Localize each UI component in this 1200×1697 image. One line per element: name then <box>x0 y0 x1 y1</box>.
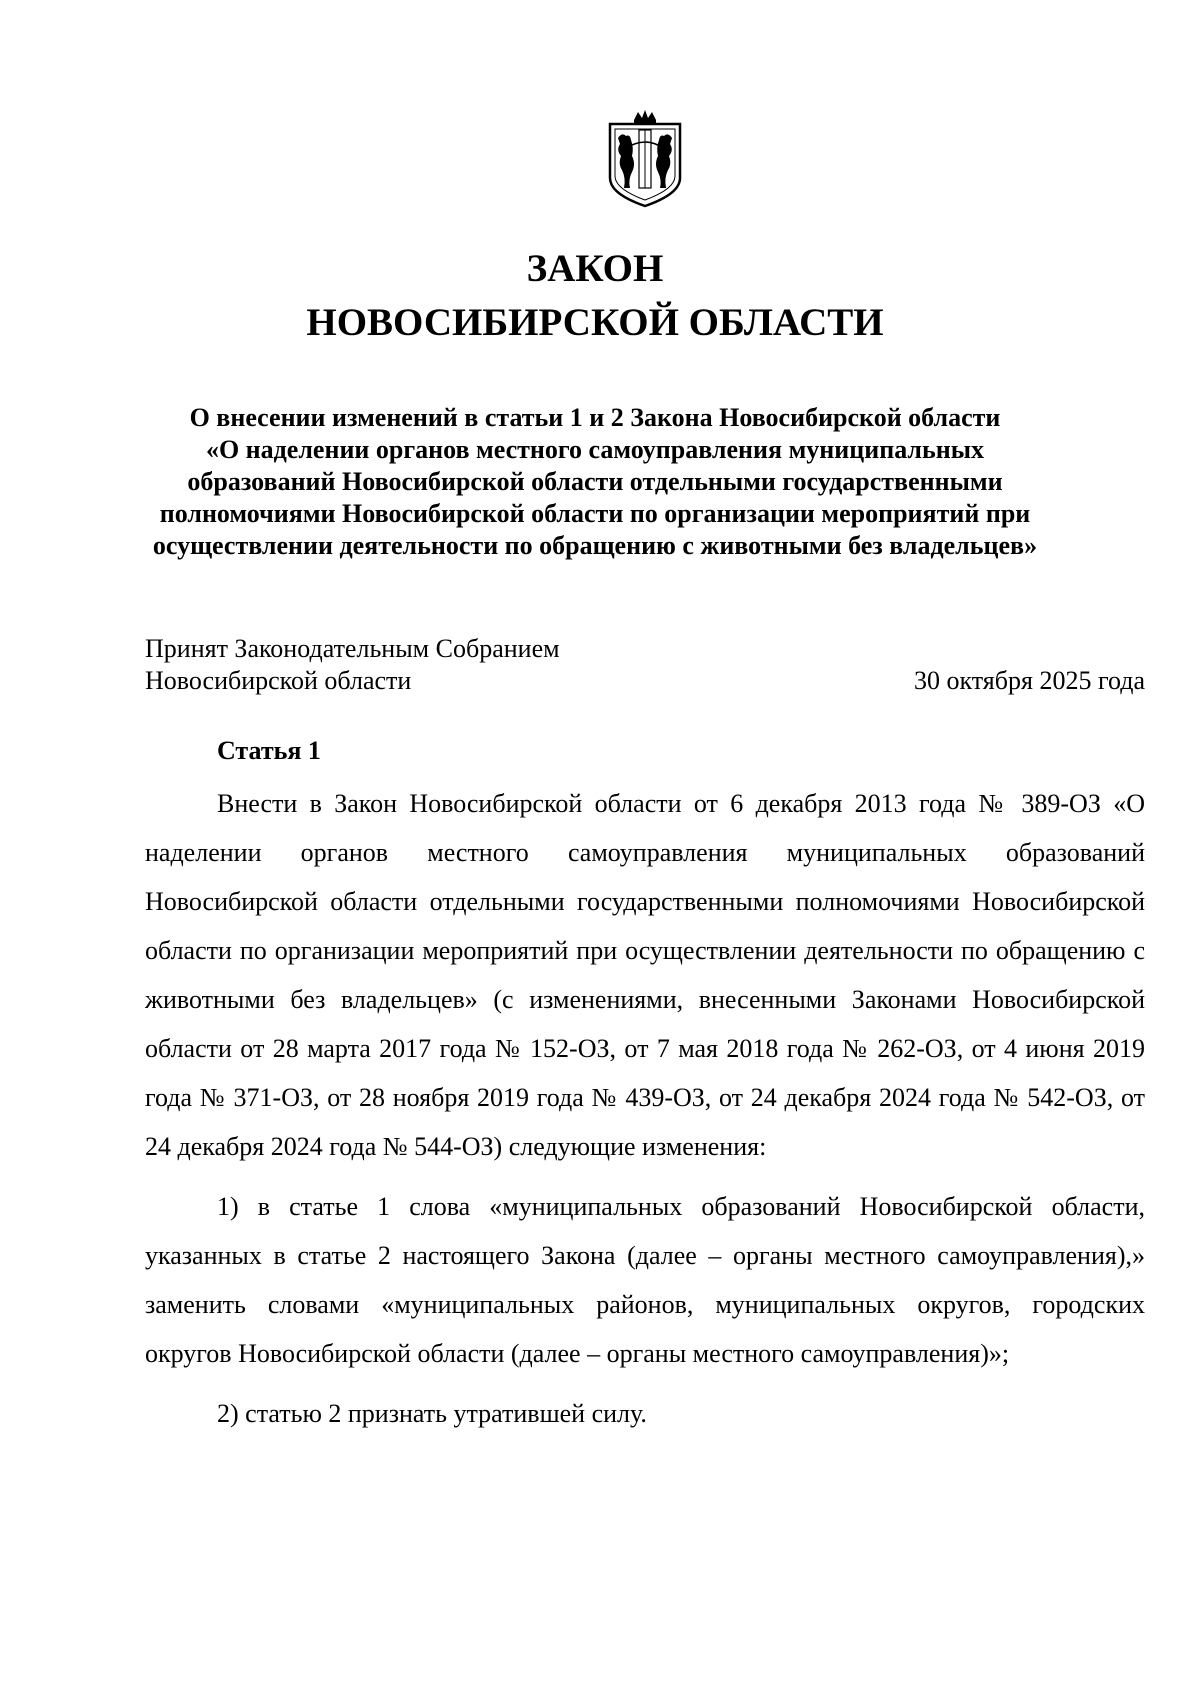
adoption-line-1 <box>145 633 1145 665</box>
law-subject-line: «О наделении органов местного самоуправления муниципальных <box>205 435 985 464</box>
adoption-block <box>145 633 1145 697</box>
adoption-date: 30 октября 2025 года <box>914 666 1145 695</box>
adopted-by-text: Принят Законодательным Собранием <box>145 634 560 663</box>
law-subject-line: О внесении изменений в статьи 1 и 2 Закона Новосибирской области <box>189 403 1001 432</box>
law-title-line-1: ЗАКОН <box>526 247 664 290</box>
article-1-intro: Внести в Закон Новосибирской области от 6 декабря 2013 года № 389-ОЗ «О наделении органов местного самоуправления муниципальных образований Новосибирской области отдельными государственными полномочиями Новосибирской области по организации мероприятий при осуществлении деятельности по обращению с животными без владельцев» (с изменениями, внесенными Законами Новосибирской области от 28 марта 2017 года № 152-ОЗ, от 7 мая 2018 года № 262-ОЗ, от 4 июня 2019 года № 371-ОЗ, от 28 ноября 2019 года № 439-ОЗ, от 24 декабря 2024 года № 542-ОЗ, от 24 декабря 2024 года № 544-ОЗ) следующие изменения: <box>145 789 1145 1161</box>
law-subject <box>145 402 1045 562</box>
law-subject-line: образований Новосибирской области отдельными государственными <box>187 467 1003 496</box>
adoption-line-2 <box>145 665 1145 697</box>
law-subject-line: осуществлении деятельности по обращению с животными без владельцев» <box>152 531 1038 560</box>
law-subject-line: полномочиями Новосибирской области по организации мероприятий при <box>159 499 1031 528</box>
article-1-item-2: 2) статью 2 признать утратившей силу. <box>217 1399 647 1428</box>
adopted-by-region: Новосибирской области <box>145 666 412 695</box>
article-1-body <box>145 779 1145 1438</box>
article-1-item-1: 1) в статье 1 слова «муниципальных образований Новосибирской области, указанных в статье 2 настоящего Закона (далее – органы местного самоуправления),» заменить словами «муниципальных районов, муниципальных округов, городских округов Новосибирской области (далее – органы местного самоуправления)»; <box>145 1192 1145 1368</box>
law-title <box>0 242 1190 350</box>
novosibirsk-coat-of-arms-icon <box>604 108 686 208</box>
article-1-heading: Статья 1 <box>217 736 321 765</box>
law-title-line-2: НОВОСИБИРСКОЙ ОБЛАСТИ <box>306 301 884 344</box>
